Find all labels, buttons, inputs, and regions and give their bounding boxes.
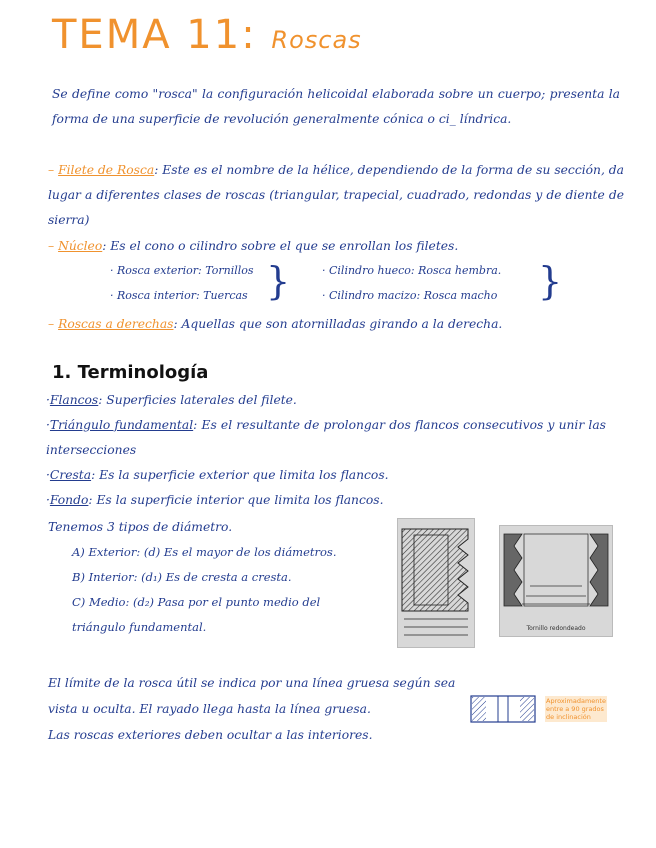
filete-term: Filete de Rosca (58, 163, 155, 177)
text-line: El límite de la rosca útil se indica por una línea gruesa según sea (48, 676, 456, 690)
limit-paragraph (48, 670, 455, 748)
diameters-list (72, 540, 336, 640)
list-item: B) Interior: (d₁) Es de cresta a cresta. (72, 570, 292, 584)
section-heading: 1. Terminología (52, 362, 209, 383)
thread-figure-1-svg (398, 519, 474, 647)
title-main: TEMA 11: (52, 12, 257, 58)
brace-left: } (266, 259, 291, 303)
text-line: vista u oculta. El rayado llega hasta la línea gruesa. (48, 702, 371, 716)
thread-figure-1 (397, 518, 475, 648)
brace-right: } (538, 259, 563, 303)
nucleo-paragraph: – Núcleo: Es el cono o cilindro sobre el que se enrollan los filetes. (48, 239, 459, 253)
list-item: · Rosca exterior: Tornillos (110, 264, 254, 277)
thread-figure-2 (499, 525, 613, 637)
list-item: · Cilindro hueco: Rosca hembra. (322, 264, 502, 277)
term-item-cresta: ·Cresta: Es la superficie exterior que limita los flancos. (46, 468, 389, 482)
list-item: A) Exterior: (d) Es el mayor de los diámetros. (72, 545, 337, 559)
types-right-list (322, 258, 501, 308)
types-left-list (110, 258, 254, 308)
text-line: Las roscas exteriores deben ocultar a las interiores. (48, 728, 373, 742)
list-item: · Rosca interior: Tuercas (110, 289, 248, 302)
term-item-flancos: ·Flancos: Superficies laterales del filete. (46, 393, 297, 407)
list-item: C) Medio: (d₂) Pasa por el punto medio del (72, 595, 321, 609)
nucleo-term: Núcleo (58, 239, 103, 253)
term-item-fondo: ·Fondo: Es la superficie interior que limita los flancos. (46, 493, 384, 507)
title-sub: Roscas (271, 26, 362, 54)
fig2-caption: Tornillo redondeado (526, 625, 586, 632)
derechas-paragraph: – Roscas a derechas: Aquellas que son atornilladas girando a la derecha. (48, 317, 503, 331)
list-item: · Cilindro macizo: Rosca macho (322, 289, 498, 302)
filete-paragraph: – Filete de Rosca: Este es el nombre de la hélice, dependiendo de la forma de su sección, da lugar a diferentes clases de roscas (triangular, trapecial, cuadrado, redondas y de diente de sierra) (48, 163, 625, 227)
terms-list (46, 388, 606, 513)
limit-diagram-svg (470, 694, 536, 724)
list-item: triángulo fundamental. (72, 620, 207, 634)
limit-diagram (470, 694, 536, 724)
filete-text: : Este es el nombre de la hélice, dependiendo de la forma de su sección, da lugar a diferentes clases de roscas (triangular, trapecial, cuadrado, redondas y de diente de sierra) (48, 163, 625, 227)
note-box: Aproximadamente entre a 90 grados de inclinación (546, 697, 606, 721)
page-title (52, 12, 362, 58)
thread-figure-2-svg (500, 526, 612, 621)
intro-paragraph: Se define como "rosca" la configuración helicoidal elaborada sobre un cuerpo; presenta la forma de una superficie de revolución generalmente cónica o ci_ líndrica. (52, 87, 620, 126)
term-item-triangulo: ·Triángulo fundamental: Es el resultante de prolongar dos flancos consecutivos y unir las intersecciones (46, 418, 606, 457)
derechas-text: : Aquellas que son atornilladas girando a la derecha. (173, 317, 503, 331)
nucleo-text: : Es el cono o cilindro sobre el que se enrollan los filetes. (102, 239, 459, 253)
diam-intro: Tenemos 3 tipos de diámetro. (48, 520, 233, 534)
derechas-term: Roscas a derechas (58, 317, 174, 331)
